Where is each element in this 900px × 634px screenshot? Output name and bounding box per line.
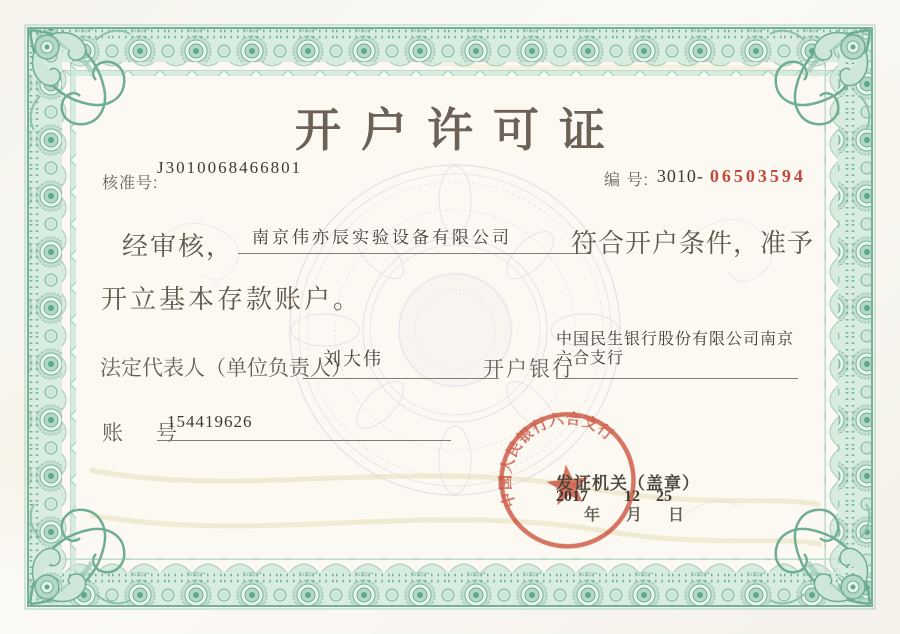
account-number: 154419626: [167, 412, 253, 431]
bank-label: 开户银行: [483, 358, 575, 381]
reviewed-label: 经审核，: [122, 231, 235, 261]
company-name-field: [238, 222, 590, 254]
issue-day: 25: [656, 488, 672, 505]
legal-rep-name: 刘大伟: [323, 349, 383, 369]
legal-rep-name-field: [303, 345, 499, 379]
account-open-text: 开立基本存款账户。: [101, 284, 363, 314]
account-number-field: [157, 409, 451, 441]
serial-prefix: 3010-: [656, 166, 704, 186]
month-unit: 月: [626, 507, 643, 524]
bank-name-field: [556, 328, 798, 379]
approval-number-label: 核准号:: [102, 175, 159, 192]
serial-number-row: [604, 164, 806, 187]
condition-text: 符合开户条件，准予: [571, 228, 815, 258]
issuer-label: 发证机关（盖章）: [556, 474, 700, 493]
company-name: 南京伟亦辰实验设备有限公司: [252, 228, 512, 247]
legal-rep-label: 法定代表人（单位负责人）: [100, 357, 352, 380]
year-unit: 年: [584, 507, 601, 524]
issue-month: 12: [624, 488, 640, 505]
certificate-title: 开户许可证: [295, 103, 625, 157]
approval-number-value: J3010068466801: [157, 158, 303, 177]
bank-name: 中国民生银行股份有限公司南京六合支行: [556, 331, 795, 367]
serial-number-label: 编 号:: [604, 172, 649, 189]
issue-year: 2017: [556, 488, 588, 505]
seal-arc-text: 中国人民银行六合支行: [497, 410, 618, 510]
account-number-label: 账 号: [102, 422, 183, 445]
serial-number-red: 06503594: [709, 166, 806, 186]
day-unit: 日: [668, 507, 685, 524]
